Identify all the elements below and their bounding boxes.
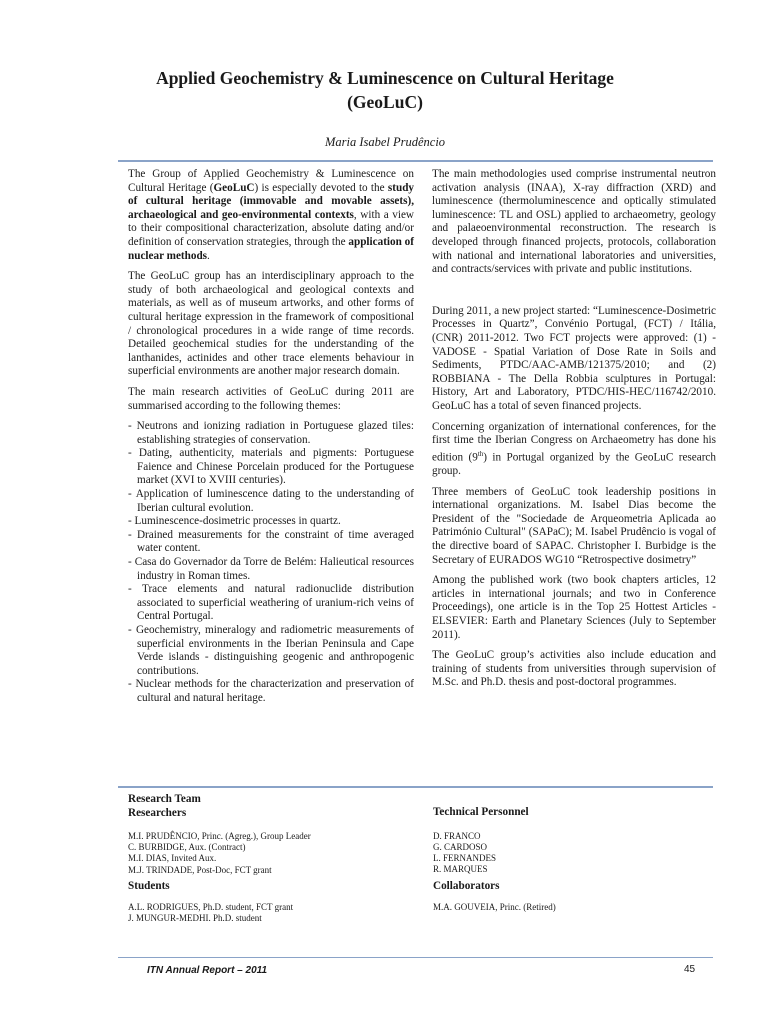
list-item: - Luminescence-dosimetric processes in quartz. <box>128 515 341 528</box>
list-item: - Drained measurements for the constraint of time averaged water content. <box>128 528 414 555</box>
list-item: M.J. TRINDADE, Post-Doc, FCT grant <box>128 864 272 875</box>
conferences-paragraph: Concerning organization of international conferences, for the first time the Iberian Congress on Archaeometry has done his edition (9th) in Portugal organized by the GeoLuC research group. <box>432 420 716 478</box>
page-title <box>60 66 710 114</box>
top-divider <box>118 160 713 162</box>
researchers-heading: Researchers <box>128 806 187 819</box>
collaborators-list <box>433 902 713 913</box>
researchers-list <box>128 831 418 876</box>
page-number: 45 <box>684 964 696 975</box>
collaborators-heading: Collaborators <box>433 880 500 892</box>
education-paragraph: The GeoLuC group’s activities also include education and training of students from universities through supervision of M.Sc. and Ph.D. thesis and post-doctoral programmes. <box>432 649 716 689</box>
left-column <box>128 168 414 706</box>
list-item: - Nuclear methods for the characterization and preservation of cultural and natural heritage. <box>128 678 414 704</box>
list-item: J. MUNGUR-MEDHI. Ph.D. student <box>128 912 262 923</box>
students-list <box>128 902 418 924</box>
title-line-1: Applied Geochemistry & Luminescence on Cultural Heritage <box>156 68 614 88</box>
list-item: - Neutrons and ionizing radiation in Portuguese glazed tiles: establishing strategies of conservation. <box>128 420 414 446</box>
students-block <box>128 880 418 924</box>
methodologies-paragraph: The main methodologies used comprise instrumental neutron activation analysis (INAA), X-ray diffraction (XRD) and luminescence (thermoluminescence and optically stimulated luminescence: TL and OSL) applied to archaeometry, geology and palaeoenvironmental reconstruction. The research is developed through financed projects, protocols, collaboration with national and international laboratories and universities, and contracts/services with private and public institutions. <box>432 168 716 276</box>
right-column <box>432 168 716 697</box>
list-item: M.I. PRUDÊNCIO, Princ. (Agreg.), Group Leader <box>128 831 311 841</box>
list-item: R. MARQUES <box>433 864 488 875</box>
technical-block <box>433 806 713 875</box>
list-item: - Application of luminescence dating to the understanding of Iberian cultural evolution. <box>128 488 414 514</box>
list-item: - Casa do Governador da Torre de Belém: Halieutical resources industry in Roman times. <box>128 556 414 582</box>
footer-divider <box>118 957 713 958</box>
list-item: - Dating, authenticity, materials and pigments: Portuguese Faience and Chinese Porcelain produced for the Portuguese market (XVI to XVIII centuries). <box>128 447 414 487</box>
students-heading: Students <box>128 880 170 892</box>
team-divider <box>118 786 713 788</box>
leadership-paragraph: Three members of GeoLuC took leadership positions in international organizations. M. Isabel Dias become the President of the "Sociedade de Arqueometria Aplicada ao Património Cultural" (SAPaC); M. Isabel Prudêncio is vogal of the directive board of SAPAC. Christopher I. Burbidge is the Secretary of EURADOS WG10 “Retrospective dosimetry” <box>432 485 716 566</box>
technical-list <box>433 831 713 876</box>
publications-paragraph: Among the published work (two book chapters articles, 12 articles in international journals; and two in Conference Proceedings), one article is in the Top 25 Hottest Articles - ELSEVIER: Earth and Planetary Sciences (July to September 2011). <box>432 574 716 641</box>
title-line-2: (GeoLuC) <box>347 92 423 112</box>
technical-heading: Technical Personnel <box>433 806 529 818</box>
list-item: - Geochemistry, mineralogy and radiometric measurements of superficial environments in the Iberian Peninsula and Cape Verde islands - distinguishing geogenic and anthropogenic contributions. <box>128 624 414 677</box>
list-item: G. CARDOSO <box>433 841 488 852</box>
footer-report: ITN Annual Report – 2011 <box>147 965 268 976</box>
list-item: L. FERNANDES <box>433 852 497 863</box>
list-item: M.I. DIAS, Invited Aux. <box>128 853 217 864</box>
approach-paragraph: The GeoLuC group has an interdisciplinary approach to the study of both archaeological and geological contexts and materials, as well as of museum artworks, and other forms of cultural heritage expression in the framework of compositional / chronological procedures in a wide range of time records. Detailed geochemical studies for the understanding of the lanthanides, actinides and other trace elements behaviour in superficial environments are another major research domain. <box>128 270 414 378</box>
activities-intro: The main research activities of GeoLuC during 2011 are summarised according to the following themes: <box>128 385 414 412</box>
projects-paragraph: During 2011, a new project started: “Luminescence-Dosimetric Processes in Quartz”, Convénio Portugal, (FCT) / Itália, (CNR) 2011-2012. Two FCT projects were approved: (1) - VADOSE - Spatial Variation of Dose Rate in Soils and Sediments, PTDC/AAC-AMB/121375/2010; and (2) ROBBIANA - The Della Robbia sculptures in Portugal: History, Art and Laboratory, PTDC/HIS-HEC/116742/2010. GeoLuC has a total of seven financed projects. <box>432 304 716 412</box>
list-item: - Trace elements and natural radionuclide distribution associated to superficial weathering of uranium-rich veins of Central Portugal. <box>128 583 414 623</box>
research-team-heading: Research Team <box>128 793 201 805</box>
list-item: C. BURBIDGE, Aux. (Contract) <box>128 842 246 853</box>
intro-paragraph: The Group of Applied Geochemistry & Luminescence on Cultural Heritage (GeoLuC) is especially devoted to the study of cultural heritage (immovable and movable assets), archaeological and geo-environmental contexts, with a view to their compositional characterization, absolute dating and/or definition of conservation strategies, through the application of nuclear methods. <box>128 168 415 262</box>
researchers-block <box>128 793 418 876</box>
themes-list <box>128 420 414 705</box>
author: Maria Isabel Prudêncio <box>324 135 446 149</box>
list-item: D. FRANCO <box>433 830 481 841</box>
collaborators-block <box>433 880 713 913</box>
list-item: M.A. GOUVEIA, Princ. (Retired) <box>433 901 556 912</box>
list-item: A.L. RODRIGUES, Ph.D. student, FCT grant <box>128 901 294 912</box>
